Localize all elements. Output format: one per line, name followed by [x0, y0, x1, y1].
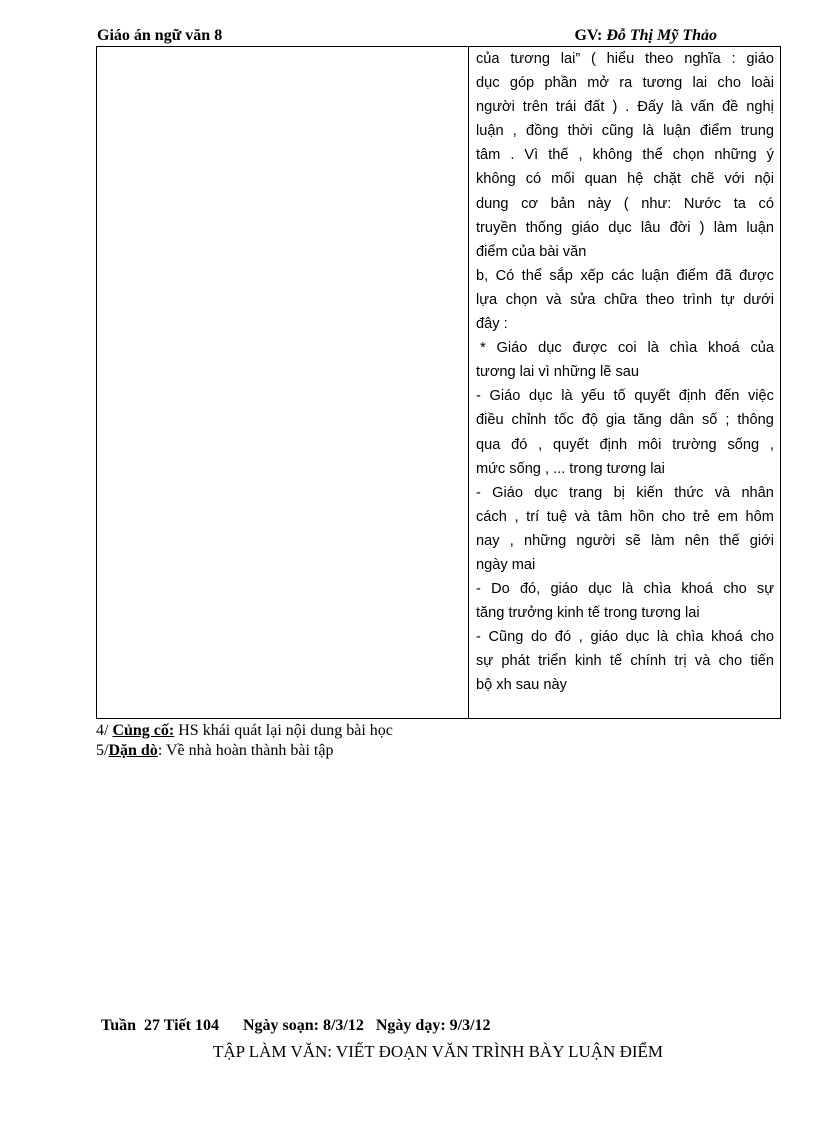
- right-cell-line: mức sống , ... trong tương lai: [476, 460, 665, 477]
- homework-label: Dặn dò: [108, 742, 158, 759]
- consolidation-text: HS khái quát lại nội dung bài học: [174, 722, 393, 739]
- right-cell-line: dục góp phần mở ra tương lai cho loài: [476, 75, 774, 92]
- lesson-table: [96, 46, 781, 719]
- header-teacher: [574, 27, 717, 45]
- lesson-title: [0, 1042, 816, 1062]
- header-teacher-name: Đỗ Thị Mỹ Thảo: [606, 27, 717, 44]
- right-cell-line: đây :: [476, 316, 508, 333]
- right-cell-line: - Giáo dục là yếu tố quyết định đến việc: [476, 388, 774, 405]
- right-cell-line: cách , trí tuệ và tâm hồn cho trẻ em hôm: [476, 508, 774, 525]
- right-cell-line: dung cơ bản này ( như: Nước ta có: [476, 195, 774, 212]
- right-cell-line: truyền thống giáo dục lâu đời ) làm luận: [476, 219, 774, 236]
- right-cell-line: tâm . Vì thế , không thể chọn những ý: [476, 147, 774, 164]
- right-cell-line: không có mối quan hệ chặt chẽ với nội: [476, 171, 774, 188]
- table-column-divider: [468, 47, 469, 718]
- header-subject: Giáo án ngữ văn 8: [97, 27, 223, 44]
- page-header: [97, 27, 717, 47]
- consolidation-line: [96, 721, 393, 741]
- right-cell-line: tăng trưởng kinh tế trong tương lai: [476, 605, 700, 622]
- right-cell-line: b, Có thể sắp xếp các luận điểm đã được: [476, 267, 774, 284]
- right-cell-line: điểm của bài văn: [476, 243, 587, 260]
- right-cell-line: nay , những người sẽ làm nên thế giới: [476, 532, 774, 549]
- right-cell-line: ngày mai: [476, 556, 536, 573]
- right-cell-line: tương lai vì những lẽ sau: [476, 364, 639, 381]
- right-cell-line: sự phát triển kinh tế chính trị và cho tiến: [476, 653, 774, 670]
- consolidation-label: Củng cố:: [112, 722, 175, 739]
- right-cell-line: bộ xh sau này: [476, 677, 567, 694]
- right-cell-line: * Giáo dục được coi là chìa khoá của: [480, 340, 774, 357]
- right-cell-line: - Giáo dục trang bị kiến thức và nhân: [476, 484, 774, 501]
- lesson-title-text: TẬP LÀM VĂN: VIẾT ĐOẠN VĂN TRÌNH BÀY LUẬN ĐIỂM: [212, 1042, 664, 1061]
- right-cell-line: luận , đồng thời cũng là luận điểm trung: [476, 123, 774, 140]
- right-cell-line: của tương lai” ( hiểu theo nghĩa : giáo: [476, 51, 774, 67]
- right-cell-line: điều chỉnh tốc độ gia tăng dân số ; thông: [476, 412, 774, 429]
- right-cell-line: lựa chọn và sửa chữa theo trình tự dưới: [476, 291, 774, 308]
- lesson-closing: [96, 721, 393, 761]
- homework-text: : Về nhà hoàn thành bài tập: [157, 742, 334, 759]
- homework-prefix: 5/: [96, 742, 109, 759]
- right-cell-line: - Cũng do đó , giáo dục là chìa khoá cho: [476, 629, 774, 646]
- right-cell-line: qua đó , quyết định môi trường sống ,: [476, 436, 774, 453]
- right-cell-line: - Do đó, giáo dục là chìa khoá cho sự: [476, 581, 774, 598]
- header-teacher-prefix: GV:: [574, 27, 607, 44]
- homework-line: [96, 741, 393, 761]
- right-cell-line: người trên trái đất ) . Đấy là vấn đề nghị: [476, 99, 774, 116]
- week-lesson-info: Tuần 27 Tiết 104 Ngày soạn: 8/3/12 Ngày dạy: 9/3/12: [101, 1017, 491, 1034]
- consolidation-prefix: 4/: [96, 722, 113, 739]
- table-right-cell: [476, 47, 774, 698]
